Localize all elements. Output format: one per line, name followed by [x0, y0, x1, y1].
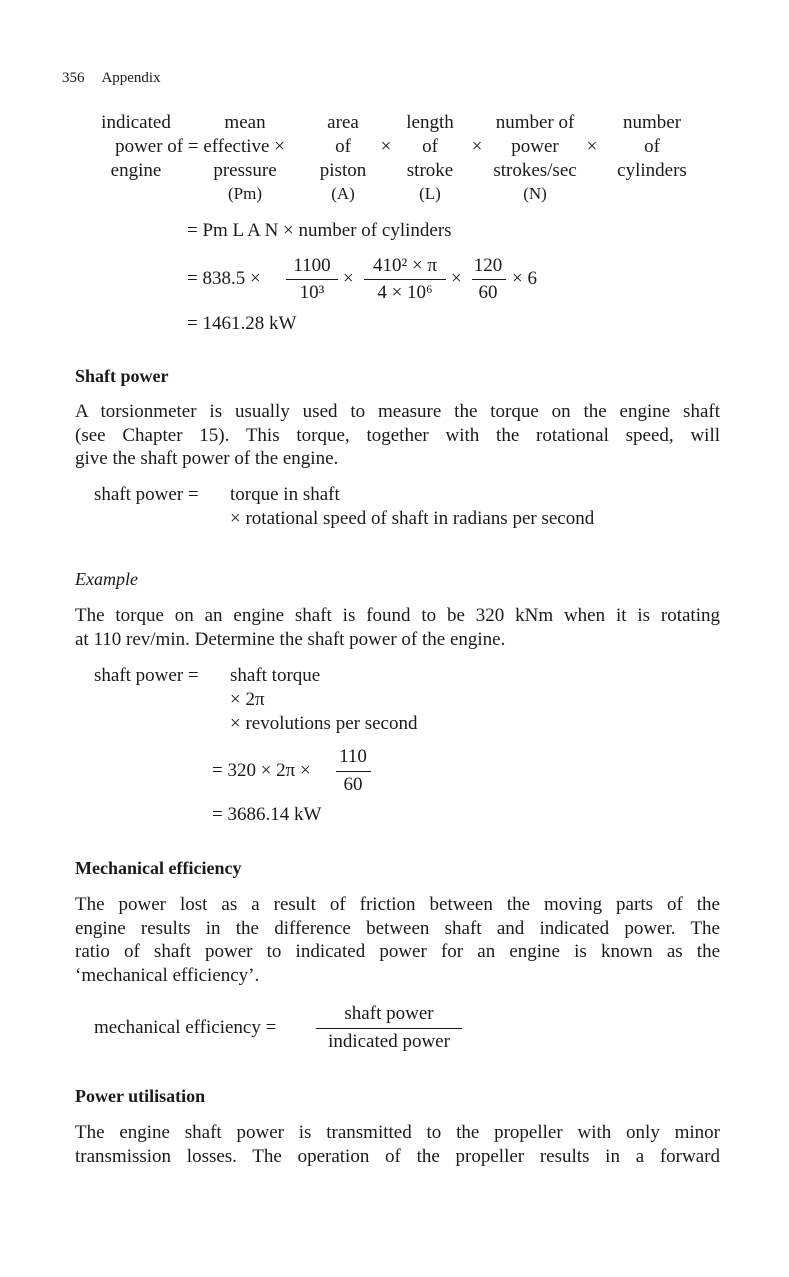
page-number: 356: [62, 70, 85, 86]
formula-cell: power of = effective ×: [115, 136, 285, 157]
equation-prefix: = 838.5 ×: [187, 268, 261, 289]
formula-line: × 2π: [230, 689, 265, 710]
paragraph-line: The power lost as a result of friction between the moving parts of the: [75, 894, 720, 915]
formula-line: shaft torque: [230, 665, 321, 686]
formula-line: × rotational speed of shaft in radians per second: [230, 508, 595, 529]
formula-lhs: shaft power =: [94, 665, 199, 686]
equation-suffix: × 6: [512, 268, 537, 289]
formula-cell: (Pm): [228, 184, 262, 203]
formula-cell: of: [422, 136, 438, 157]
formula-cell: power: [511, 136, 559, 157]
formula-cell: area: [327, 112, 359, 133]
times-symbol: ×: [451, 268, 462, 289]
fraction-bar: [316, 1028, 462, 1029]
section-heading-power-utilisation: Power utilisation: [75, 1086, 206, 1106]
paragraph-line: engine results in the difference between shaft and indicated power. The: [75, 917, 720, 939]
formula-lhs: shaft power =: [94, 484, 199, 505]
paragraph-line: ‘mechanical efficiency’.: [75, 964, 260, 986]
formula-cell: ×: [380, 136, 392, 157]
equation-result: = 1461.28 kW: [187, 313, 297, 334]
formula-cell: of: [335, 136, 351, 157]
formula-cell: number of: [495, 112, 575, 133]
paragraph-line: (see Chapter 15). This torque, together with the rotational speed, will: [75, 424, 720, 446]
formula-cell: (N): [523, 184, 547, 203]
formula-cell: (A): [331, 184, 355, 203]
section-heading-shaft-power: Shaft power: [75, 366, 169, 386]
formula-cell: of: [644, 136, 660, 157]
formula-cell: number: [622, 112, 682, 133]
fraction-bar: [472, 279, 506, 280]
equation-line: = Pm L A N × number of cylinders: [187, 220, 452, 241]
fraction-denominator: 60: [478, 282, 498, 303]
formula-line: torque in shaft: [230, 484, 340, 505]
formula-row-4: [0, 184, 789, 208]
section-heading-mechanical-efficiency: Mechanical efficiency: [75, 858, 242, 878]
paragraph-line: The torque on an engine shaft is found to be 320 kNm when it is rotating: [75, 605, 720, 626]
times-symbol: ×: [343, 268, 354, 289]
fraction-bar: [286, 279, 338, 280]
formula-cell: mean: [224, 112, 266, 133]
paragraph-line: The engine shaft power is transmitted to the propeller with only minor: [75, 1122, 720, 1143]
formula-row-2: [0, 136, 789, 160]
calculation-result: = 3686.14 kW: [212, 804, 322, 825]
formula-row-3: [0, 160, 789, 184]
fraction-numerator: 120: [473, 255, 503, 276]
calculation-prefix: = 320 × 2π ×: [212, 760, 311, 781]
formula-cell: engine: [110, 160, 162, 181]
fraction-numerator: shaft power: [344, 1003, 434, 1024]
formula-cell: stroke: [406, 160, 454, 181]
formula-cell: strokes/sec: [493, 160, 577, 181]
fraction-bar: [336, 771, 371, 772]
formula-cell: ×: [471, 136, 483, 157]
formula-line: × revolutions per second: [230, 713, 418, 734]
power-utilisation-paragraph: [75, 1121, 720, 1168]
running-head: Appendix: [101, 70, 161, 86]
paragraph-line: ratio of shaft power to indicated power for an engine is known as the: [75, 941, 720, 962]
example-heading: Example: [75, 569, 138, 589]
fraction-denominator: 4 × 10⁶: [377, 282, 433, 303]
fraction-bar: [364, 279, 446, 280]
shaft-power-paragraph: [75, 400, 720, 471]
fraction-numerator: 110: [339, 746, 367, 767]
fraction-denominator: 10³: [299, 282, 325, 303]
formula-cell: (L): [419, 184, 441, 203]
page-header: [62, 70, 161, 87]
mechanical-efficiency-paragraph: [75, 893, 720, 987]
formula-cell: indicated: [101, 112, 171, 133]
paragraph-line: at 110 rev/min. Determine the shaft power of the engine.: [75, 628, 506, 650]
fraction-denominator: indicated power: [328, 1031, 450, 1052]
formula-cell: pressure: [213, 160, 277, 181]
fraction-denominator: 60: [343, 774, 363, 795]
formula-cell: cylinders: [617, 160, 687, 181]
example-paragraph: [75, 604, 720, 651]
formula-lhs: mechanical efficiency =: [94, 1017, 277, 1038]
formula-cell: length: [406, 112, 454, 133]
formula-row-1: [0, 112, 789, 136]
fraction-numerator: 410² × π: [372, 255, 438, 276]
formula-cell: ×: [586, 136, 598, 157]
paragraph-line: transmission losses. The operation of the propeller results in a forward: [75, 1145, 720, 1167]
formula-cell: piston: [319, 160, 367, 181]
fraction-numerator: 1100: [293, 255, 331, 276]
paragraph-line: give the shaft power of the engine.: [75, 448, 339, 469]
paragraph-line: A torsionmeter is usually used to measure the torque on the engine shaft: [75, 401, 720, 422]
